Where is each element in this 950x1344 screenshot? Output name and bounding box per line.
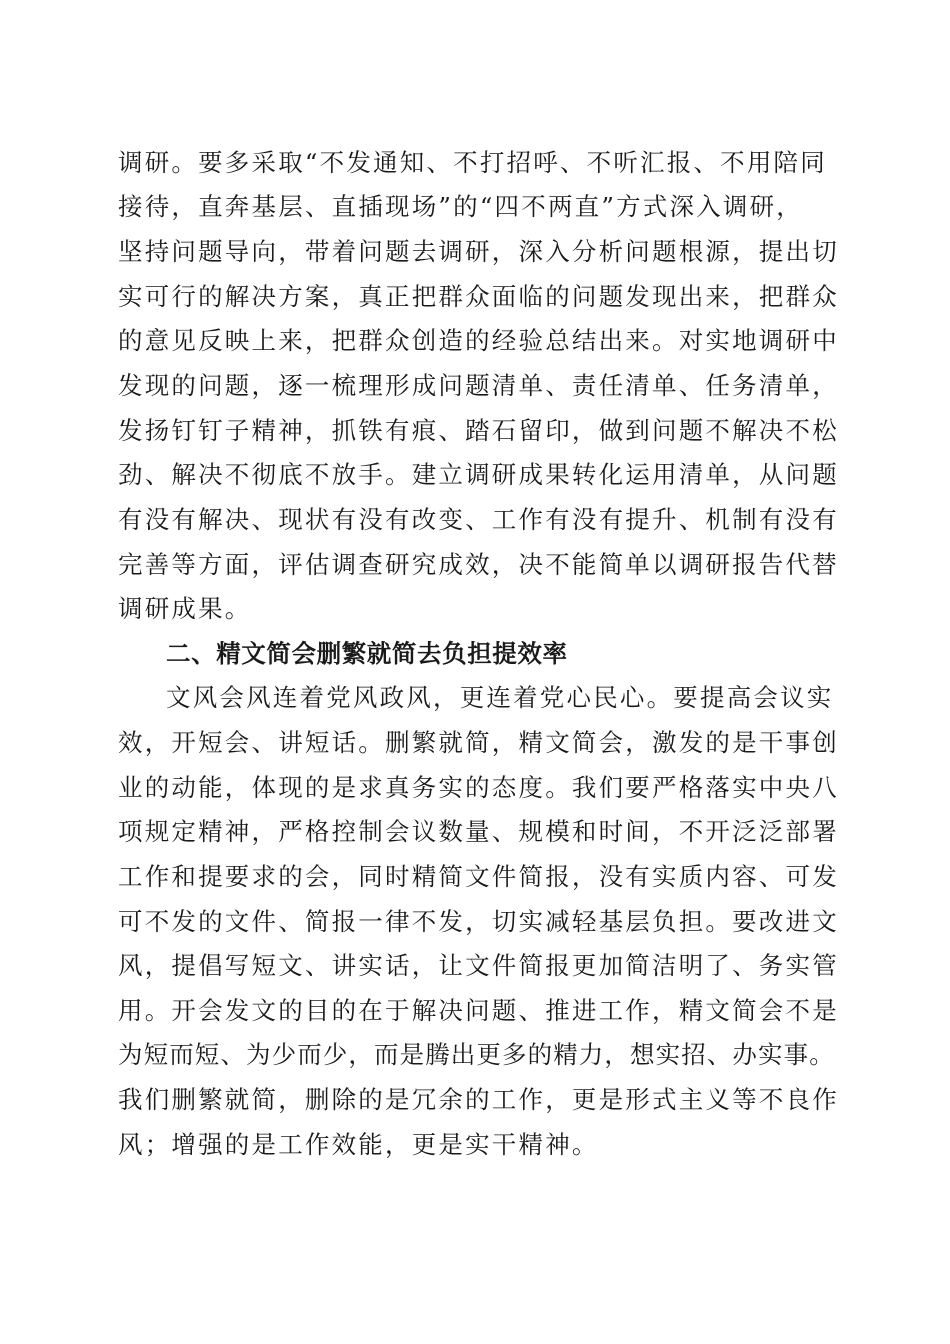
body-text-line: 完善等方面，评估调查研究成效，决不能简单以调研报告代替 [118, 550, 839, 579]
body-text-line: 风；增强的是工作效能，更是实干精神。 [118, 1130, 599, 1159]
body-text-line: 有没有解决、现状有没有改变、工作有没有提升、机制有没有 [118, 505, 839, 534]
body-text-line: 接待，直奔基层、直插现场”的“四不两直”方式深入调研， [118, 192, 803, 221]
body-text-line: 风，提倡写短文、讲实话，让文件简报更加简洁明了、务实管 [118, 951, 839, 980]
body-text-line: 发现的问题，逐一梳理形成问题清单、责任清单、任务清单， [118, 371, 839, 400]
body-text-line: 文风会风连着党风政风，更连着党心民心。要提高会议实 [166, 683, 834, 712]
body-text-line: 调研。要多采取“不发通知、不打招呼、不听汇报、不用陪同 [118, 148, 827, 177]
body-text-line: 可不发的文件、简报一律不发，切实减轻基层负担。要改进文 [118, 907, 839, 936]
body-text-line: 为短而短、为少而少，而是腾出更多的精力，想实招、办实事。 [118, 1040, 835, 1069]
body-text-line: 的意见反映上来，把群众创造的经验总结出来。对实地调研中 [118, 326, 839, 355]
body-text-line: 效，开短会、讲短话。删繁就简，精文简会，激发的是干事创 [118, 728, 839, 757]
body-text-line: 劲、解决不彻底不放手。建立调研成果转化运用清单，从问题 [118, 460, 839, 489]
body-text-line: 坚持问题导向，带着问题去调研，深入分析问题根源，提出切 [118, 237, 839, 266]
body-text-line: 项规定精神，严格控制会议数量、规模和时间，不开泛泛部署 [118, 817, 839, 846]
body-text-line: 调研成果。 [118, 594, 252, 623]
body-text-line: 用。开会发文的目的在于解决问题、推进工作，精文简会不是 [118, 996, 839, 1025]
body-text-line: 实可行的解决方案，真正把群众面临的问题发现出来，把群众 [118, 282, 839, 311]
body-text-line: 我们删繁就简，删除的是冗余的工作，更是形式主义等不良作 [118, 1085, 839, 1114]
body-text-line: 发扬钉钉子精神，抓铁有痕、踏石留印，做到问题不解决不松 [118, 416, 839, 445]
body-text-line: 业的动能，体现的是求真务实的态度。我们要严格落实中央八 [118, 773, 839, 802]
body-text-line: 工作和提要求的会，同时精简文件简报，没有实质内容、可发 [118, 862, 839, 891]
section-heading: 二、精文简会删繁就简去负担提效率 [166, 639, 568, 668]
